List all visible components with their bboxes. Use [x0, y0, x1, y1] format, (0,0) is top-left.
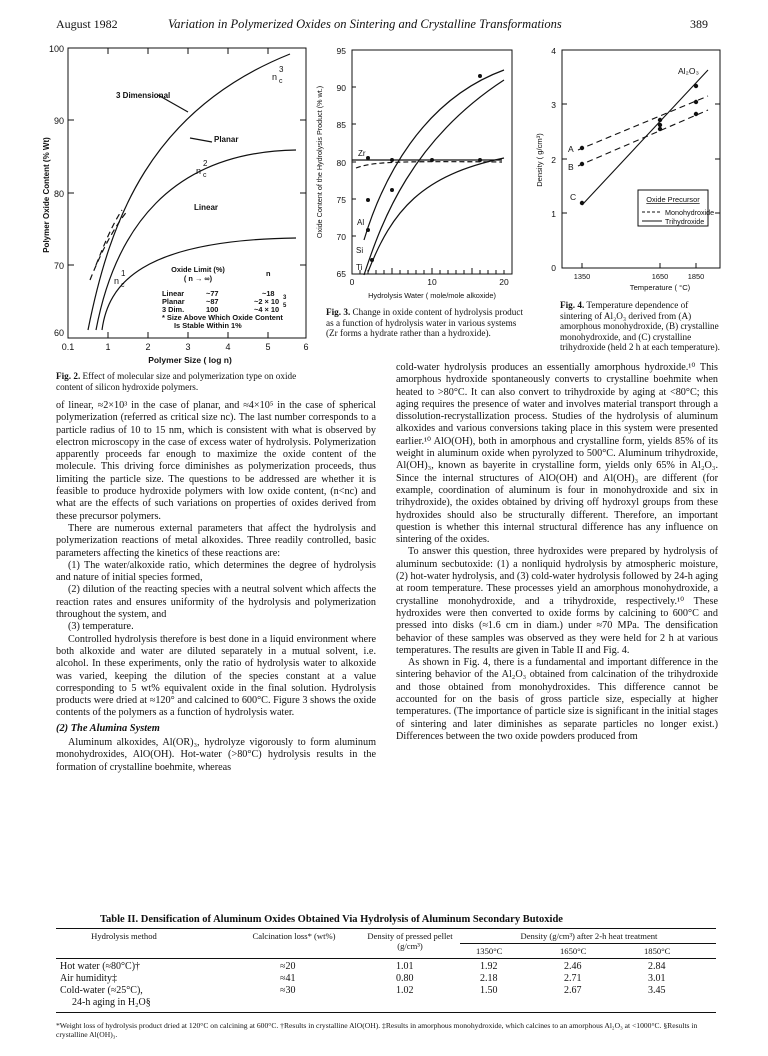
nc-label: n	[114, 276, 120, 286]
nc-label: n	[196, 166, 202, 176]
x-axis-label: Hydrolysis Water ( mole/mole alkoxide)	[368, 291, 496, 300]
ytick-label: 90	[53, 116, 64, 126]
legend-row-name: Linear	[162, 289, 185, 298]
cell-t1650: 2.67	[564, 985, 582, 996]
ytick-label: 80	[53, 189, 64, 199]
legend-note: Is Stable Within 1%	[174, 321, 242, 330]
col-header-method: Hydrolysis method	[91, 931, 157, 941]
ytick-label: 65	[336, 269, 346, 279]
series-label-c: C	[570, 192, 577, 202]
nc-sup: 3	[279, 65, 284, 74]
legend-row-nc: ~4 × 10	[254, 305, 280, 314]
legend-heading: Oxide Limit (%)	[171, 265, 225, 274]
legend-row-oxide: 100	[206, 305, 219, 314]
fig2-caption-label: Fig. 2.	[56, 371, 81, 381]
legend-heading: n	[266, 269, 271, 278]
cell-loss: ≈30	[280, 985, 296, 996]
cell-density: 1.02	[396, 985, 414, 996]
nc-label: n	[272, 72, 278, 82]
series-label-ti: Ti	[356, 263, 363, 272]
fig3-ytick-marks	[352, 87, 356, 236]
col-header-group: Density (g/cm³) after 2-h heat treatment	[520, 931, 658, 941]
cell-method: Hot water (≈80°C)†	[60, 961, 141, 972]
paragraph: cold-water hydrolysis produces an essentially amorphous hydroxide.¹⁰ This amorphous hydroxide spontaneously converts to crystalline boehmite when heated to >80°C. It can also convert to trihydroxide by aging at <80°C; this aging requires the presence of water and involves material transport through a dissolution-recrystallization process. Studies of the hydrolysis of aluminum alkoxides and various conversions taking place in this system were presented earlier.¹⁰ AlO(OH), both in amorphous and crystalline form, yields 85% of its weight in aluminum oxide when pyrolyzed to 500°C. Aluminum trihydroxide, Al(OH)₃, known as bayerite in crystalline form, yields only 65% in Al₂O₃. Since the internal structures of AlO(OH) and Al(OH)₃ are different (for example, coordination of aluminum is four in monohydroxide and six in trihydroxide), the oxides obtained by driving off hydroxyl groups from these hydroxides should also be structurally different. Therefore, an important question is whether this internal structural difference has any influence on sintering of the oxides.	[396, 362, 718, 546]
paragraph: To answer this question, three hydroxides were prepared by hydrolysis of aluminum secbutoxide: (1) a nonliquid hydrolysis by atmospheric moisture, (2) hot-water hydrolysis, and (3) cold-water hydrolysis followed by 24-h aging at room temperature. These processes yield an amorphous monohydroxide, a crystalline monohydroxide, and a trihydroxide, respectively.¹⁰ These hydroxides were then converted to oxide forms by calcining to 600°C and pressed into disks (≈1.6 cm in diam.) under ≈70 MPa. The densification behavior of these samples was observed as they were held for 2 h at various temperatures. The results are given in Table II and Fig. 4.	[396, 546, 718, 656]
ytick-label: 1	[551, 209, 556, 219]
y-axis-label: Oxide Content of the Hydrolysis Product (% wt.)	[315, 85, 324, 239]
legend-row-exp: 3	[283, 295, 287, 301]
curve-ti	[368, 158, 504, 272]
chart-title: Al₂O₃	[678, 66, 699, 76]
ytick-label: 70	[336, 232, 346, 242]
cell-loss: ≈41	[280, 973, 296, 984]
ytick-label: 95	[336, 46, 346, 56]
fig3-xtick-marks	[360, 268, 504, 274]
figure-4	[532, 40, 732, 302]
fig3-caption-label: Fig. 3.	[326, 307, 351, 317]
col-header-temp: 1650°C	[560, 946, 587, 956]
paragraph: Aluminum alkoxides, Al(OR)₃, hydrolyze vigorously to form aluminum monohydroxides, AlO(OH). Hot-water (>80°C) hydrolysis results in the formation of crystalline boehmite, whereas	[56, 737, 376, 773]
ytick-label: 100	[48, 44, 64, 54]
ytick-label: 70	[53, 261, 64, 271]
ytick-label: 3	[551, 100, 556, 110]
ytick-label: 85	[336, 120, 346, 130]
series-label-si: Si	[356, 246, 364, 255]
legend-row-nc: ~18	[262, 289, 275, 298]
legend-row-oxide: ~77	[206, 289, 219, 298]
ytick-label: 80	[336, 158, 346, 168]
list-item: (3) temperature.	[68, 621, 134, 633]
xtick-label: 10	[427, 277, 437, 287]
curve-zr-dash	[356, 162, 502, 168]
cell-t1350: 1.92	[480, 961, 498, 972]
left-column	[56, 400, 376, 774]
x-axis-label: Polymer Size ( log n)	[148, 355, 232, 365]
nc-sup: 1	[121, 269, 126, 278]
curve-si	[364, 80, 504, 275]
ytick-label: 90	[336, 83, 346, 93]
xtick-label: 0.1	[61, 342, 75, 352]
header-date: August 1982	[56, 17, 118, 31]
header-title: Variation in Polymerized Oxides on Sintering and Crystalline Transformations	[168, 17, 562, 31]
cell-t1850: 2.84	[648, 961, 666, 972]
fig2-caption-text: Effect of molecular size and polymerization type on oxide content of silicon hydroxide polymers.	[56, 371, 297, 392]
fig2-caption	[56, 371, 312, 392]
ytick-label: 2	[551, 155, 556, 165]
legend-note: * Size Above Which Oxide Content	[162, 313, 283, 322]
fig3-caption-text: Change in oxide content of hydrolysis product as a function of hydrolysis water in various systems (Zr forms a hydrate rather than a hydroxide).	[326, 307, 523, 338]
line-b	[578, 110, 708, 166]
col-header-temp: 1850°C	[644, 946, 671, 956]
curve-label-linear: Linear	[194, 203, 219, 212]
cell-t1850: 3.45	[648, 985, 666, 996]
line-c	[582, 70, 708, 205]
legend-heading: ( n → ∞)	[183, 274, 213, 283]
col-header-density: Density of pressed pellet (g/cm³)	[367, 931, 453, 951]
xtick-label: 4	[225, 342, 231, 352]
legend-row-nc: ~2 × 10	[254, 297, 280, 306]
cell-density: 1.01	[396, 961, 414, 972]
cell-method: Cold-water (≈25°C),	[60, 985, 143, 996]
y-axis-label: Polymer Oxide Content (% Wt)	[42, 137, 51, 253]
page-number: 389	[690, 17, 708, 31]
legend-item: Trihydroxide	[665, 217, 705, 226]
y-axis-label: Density ( g/cm³)	[535, 133, 544, 187]
series-label-zr: Zr	[358, 149, 366, 158]
cell-t1650: 2.71	[564, 973, 582, 984]
nc-sub: c	[121, 282, 125, 289]
paragraph: Controlled hydrolysis therefore is best done in a liquid environment where both alkoxide and water are diluted separately in a mutual solvent, i.e. alcohol. In these experiments, only the ratio of hydrolysis water to alkoxide was varied, keeping the dilution of the species constant at a value corresponding to 5 wt% equivalent oxide in the final solution. Hydrolysis products were dried at ≈120° and calcined to 600°C. Figure 3 shows the oxide contents of the polymers as a function of hydrolysis water.	[56, 633, 376, 719]
paragraph: There are numerous external parameters that affect the hydrolysis and polymerization reactions of metal alkoxides. Three readily controlled, basic parameters affecting the kinetics of these reactions are:	[56, 522, 376, 559]
legend-row-exp: 5	[283, 303, 287, 309]
fig4-caption-label: Fig. 4.	[560, 300, 585, 310]
xtick-label: 1650	[651, 272, 669, 281]
col-header-loss: Calcination loss* (wt%)	[252, 931, 336, 941]
xtick-label: 3	[185, 342, 191, 352]
ytick-label: 60	[53, 328, 64, 338]
legend-title: Oxide Precursor	[646, 195, 700, 204]
xtick-label: 1	[105, 342, 111, 352]
xtick-label: 2	[145, 342, 151, 352]
legend-row-name: 3 Dim.	[162, 305, 185, 314]
cell-t1850: 3.01	[648, 973, 666, 984]
right-column	[396, 362, 718, 743]
xtick-label: 5	[265, 342, 271, 352]
cell-method-cont: 24-h aging in H₂O§	[72, 997, 151, 1008]
table-footnote: *Weight loss of hydrolysis product dried at 120°C on calcining at 600°C. †Results in crystalline AlO(OH). ‡Results in amorphous monohydroxide, which calcines to an amorphous Al₂O₃ at <1000°C. §Results in crystalline Al(OH)₃.	[56, 1021, 698, 1039]
x-axis-label: Temperature ( °C)	[629, 283, 691, 292]
cell-t1350: 2.18	[480, 973, 498, 984]
col-header-temp: 1350°C	[476, 946, 503, 956]
xtick-label: 1850	[687, 272, 705, 281]
xtick-label: 6	[303, 342, 309, 352]
nc-sub: c	[203, 172, 207, 179]
nc-sup: 2	[203, 159, 208, 168]
section-heading: (2) The Alumina System	[56, 722, 160, 734]
figure-2	[40, 40, 312, 372]
nc-sub: c	[279, 78, 283, 85]
figure-3	[312, 40, 522, 308]
cell-loss: ≈20	[280, 961, 296, 972]
ytick-label: 0	[551, 263, 556, 273]
cell-density: 0.80	[396, 973, 414, 984]
cell-method: Air humidity‡	[60, 973, 117, 984]
xtick-label: 1350	[573, 272, 591, 281]
list-item: (1) The water/alkoxide ratio, which determines the degree of hydrolysis and nature of initial species formed,	[56, 559, 376, 584]
xtick-label: 20	[499, 277, 509, 287]
xtick-label: 0	[349, 277, 355, 287]
ytick-label: 4	[551, 46, 556, 56]
line-a	[578, 96, 708, 150]
series-label-al: Al	[357, 218, 365, 227]
paragraph: of linear, ≈2×10³ in the case of planar, and ≈4×10⁵ in the case of spherical polymerization (referred as critical size nc). The last number corresponds to a particle radius of 10 to 15 nm, which is consistent with what is observed by electron microscopy in the case of excess water of hydrolysis. Polymerization apparently proceeds far enough to maximize the oxide content of the molecule. This driving force diminishes as polymerization proceeds, thus limiting the particle size. The questions to be addressed are whether it is feasible to produce hydroxide polymers with low oxide content, (n<nc) and what are the effects of such variations on properties of oxides derived from these precursor polymers.	[56, 400, 376, 522]
legend-row-name: Planar	[162, 297, 185, 306]
legend-row-oxide: ~87	[206, 297, 219, 306]
fig4-caption	[560, 300, 720, 353]
cell-t1350: 1.50	[480, 985, 498, 996]
series-label-a: A	[568, 144, 574, 154]
paragraph: As shown in Fig. 4, there is a fundamental and important difference in the sintering behavior of the Al₂O₃ obtained from calcination of the trihydroxide and those obtained from monohydroxides. This difference cannot be accounted for on the basis of gross particle size, especially at higher temperatures. (The importance of particle size is significant in the initial stages of sintering and later diminishes as separate particles no longer exist.) Differences between the two oxide powders produced from	[396, 657, 718, 742]
ytick-label: 75	[336, 195, 346, 205]
fig3-caption	[326, 307, 524, 339]
series-label-b: B	[568, 162, 574, 172]
curve-label-3d: 3 Dimensional	[116, 91, 171, 100]
table-title: Table II. Densification of Aluminum Oxides Obtained Via Hydrolysis of Aluminum Secondary Butoxide	[100, 914, 563, 925]
fig2-legend	[162, 265, 287, 330]
fig4-caption-text: Temperature dependence of sintering of Al₂O₃ derived from (A) amorphous monohydroxide, (B) crystalline monohydroxide, and (C) crystalline trihydroxide (held 2 h at each temperature).	[560, 300, 720, 352]
legend-item: Monohydroxide	[665, 208, 715, 217]
curve-label-planar: Planar	[214, 135, 239, 144]
list-item: (2) dilution of the reacting species with a neutral solvent which affects the reaction rates and ensures uniformity of the hydrolysis and polymerization throughout the system, and	[56, 584, 376, 621]
cell-t1650: 2.46	[564, 961, 582, 972]
